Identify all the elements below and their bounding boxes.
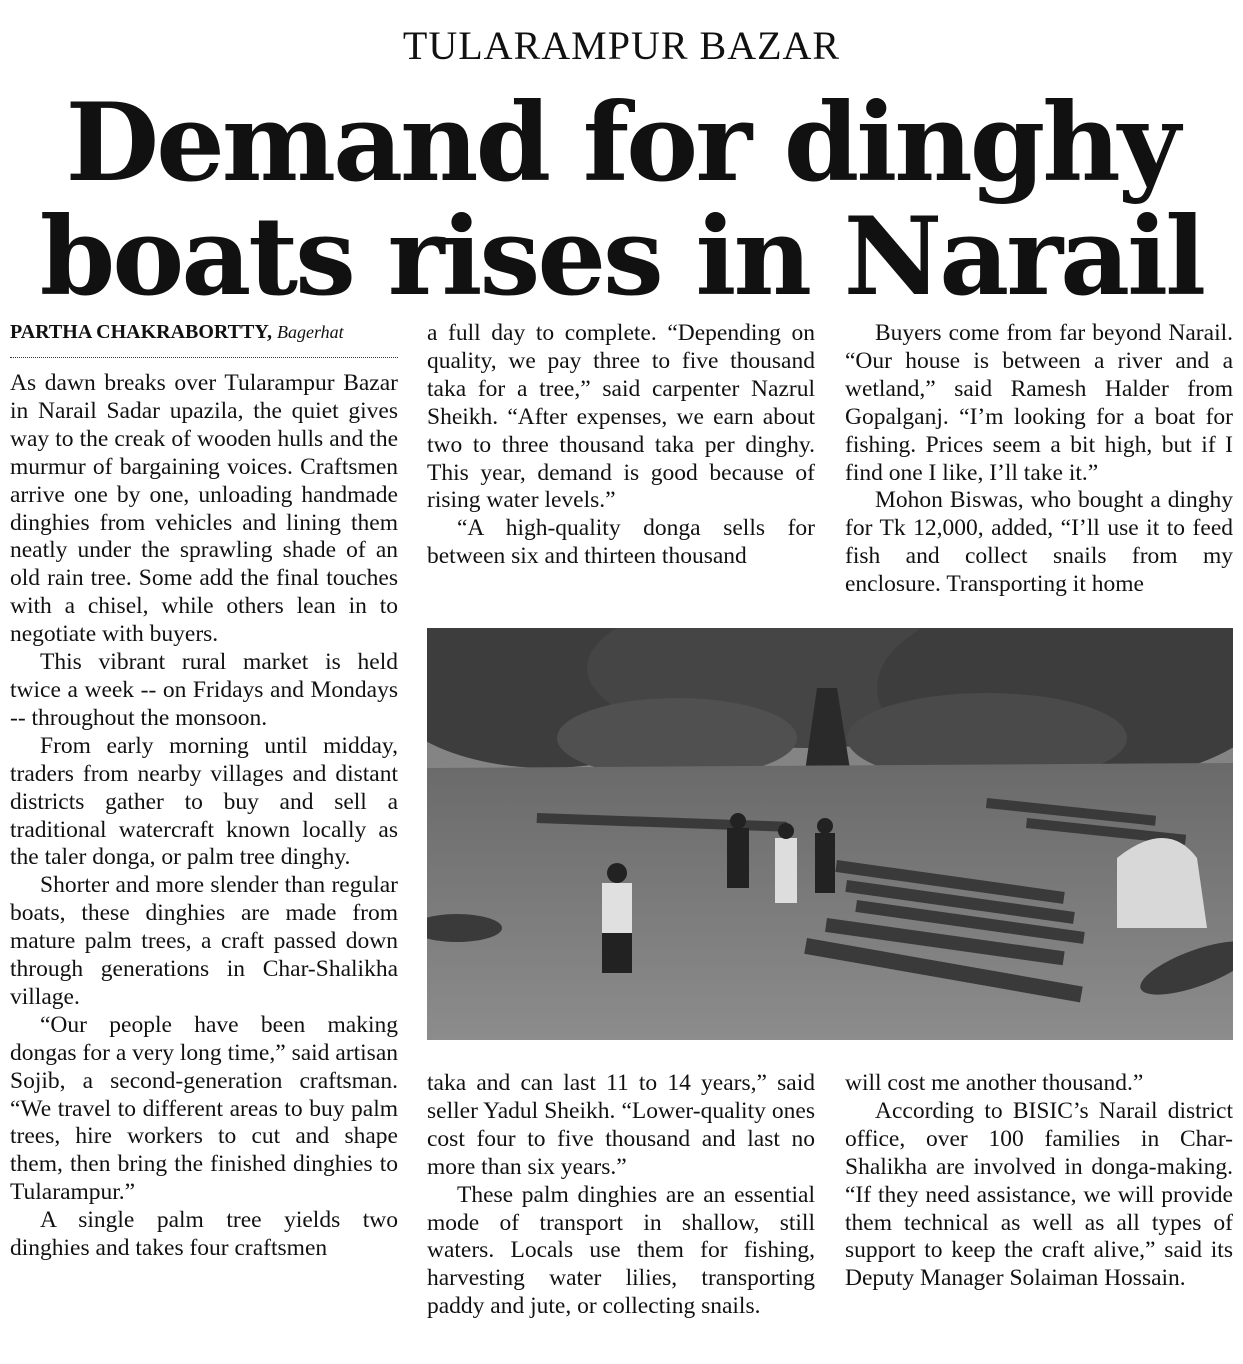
kicker: TULARAMPUR BAZAR <box>402 23 841 68</box>
column-3-top <box>845 320 1233 599</box>
column-1 <box>10 370 398 1263</box>
byline-author: PARTHA CHAKRABORTTY, <box>10 321 272 343</box>
byline-location: Bagerhat <box>276 322 344 342</box>
paragraph: Shorter and more slender than regular boats, these dinghies are made from mature palm trees, a craft passed down through generations in Char-Shalikha village. <box>10 872 398 1010</box>
paragraph: These palm dinghies are an essential mode of transport in shallow, still waters. Locals use them for fishing, harvesting water lilies, transporting paddy and jute, or collecting snails. <box>427 1181 815 1320</box>
column-2-top <box>427 320 815 571</box>
headline <box>0 80 1243 320</box>
paragraph: Mohon Biswas, who bought a dinghy for Tk 12,000, added, “I’ll use it to feed fish and collect snails from my enclosure. Transporting it home <box>845 487 1233 598</box>
paragraph: A single palm tree yields two dinghies and takes four craftsmen <box>10 1207 398 1262</box>
market-photo <box>427 628 1233 1040</box>
paragraph: As dawn breaks over Tularampur Bazar in Narail Sadar upazila, the quiet gives way to the creak of wooden hulls and the murmur of bargaining voices. Craftsmen arrive one by one, unloading handmade dinghies from vehicles and lining them neatly under the sprawling shade of an old rain tree. Some add the final touches with a chisel, while others lean in to negotiate with buyers. <box>10 370 398 648</box>
paragraph: “Our people have been making dongas for a very long time,” said artisan Sojib, a second-generation craftsman. “We travel to different areas to buy palm trees, hire workers to cut and shape them, then bring the finished dinghies to Tularampur.” <box>10 1011 398 1206</box>
byline <box>10 321 398 344</box>
paragraph: “A high-quality donga sells for between six and thirteen thousand <box>427 515 815 570</box>
column-2-bottom <box>427 1070 815 1321</box>
headline-line-2: boats rises in Narail <box>39 194 1204 320</box>
paragraph: This vibrant rural market is held twice a week -- on Fridays and Mondays -- throughout the monsoon. <box>10 649 398 731</box>
headline-line-1: Demand for dinghy <box>65 80 1178 206</box>
paragraph: According to BISIC’s Narail district office, over 100 families in Char-Shalikha are involved in donga-making. “If they need assistance, we will provide them technical as well as all types of support to keep the craft alive,” said its Deputy Manager Solaiman Hossain. <box>845 1097 1233 1292</box>
paragraph: From early morning until midday, traders from nearby villages and distant districts gather to buy and sell a traditional watercraft known locally as the taler donga, or palm tree dinghy. <box>10 732 398 871</box>
paragraph: Buyers come from far beyond Narail. “Our house is between a river and a wetland,” said Ramesh Halder from Gopalganj. “I’m looking for a boat for fishing. Prices seem a bit high, but if I find one I like, I’ll take it.” <box>845 320 1233 486</box>
paragraph: will cost me another thousand.” <box>845 1070 1144 1096</box>
byline-divider <box>10 357 398 358</box>
paragraph: taka and can last 11 to 14 years,” said seller Yadul Sheikh. “Lower-quality ones cost four to five thousand and last no more than six years.” <box>427 1070 815 1180</box>
paragraph: a full day to complete. “Depending on quality, we pay three to five thousand taka for a tree,” said carpenter Nazrul Sheikh. “After expenses, we earn about two to three thousand taka per dinghy. This year, demand is good because of rising water levels.” <box>427 320 815 514</box>
column-3-bottom <box>845 1070 1233 1293</box>
